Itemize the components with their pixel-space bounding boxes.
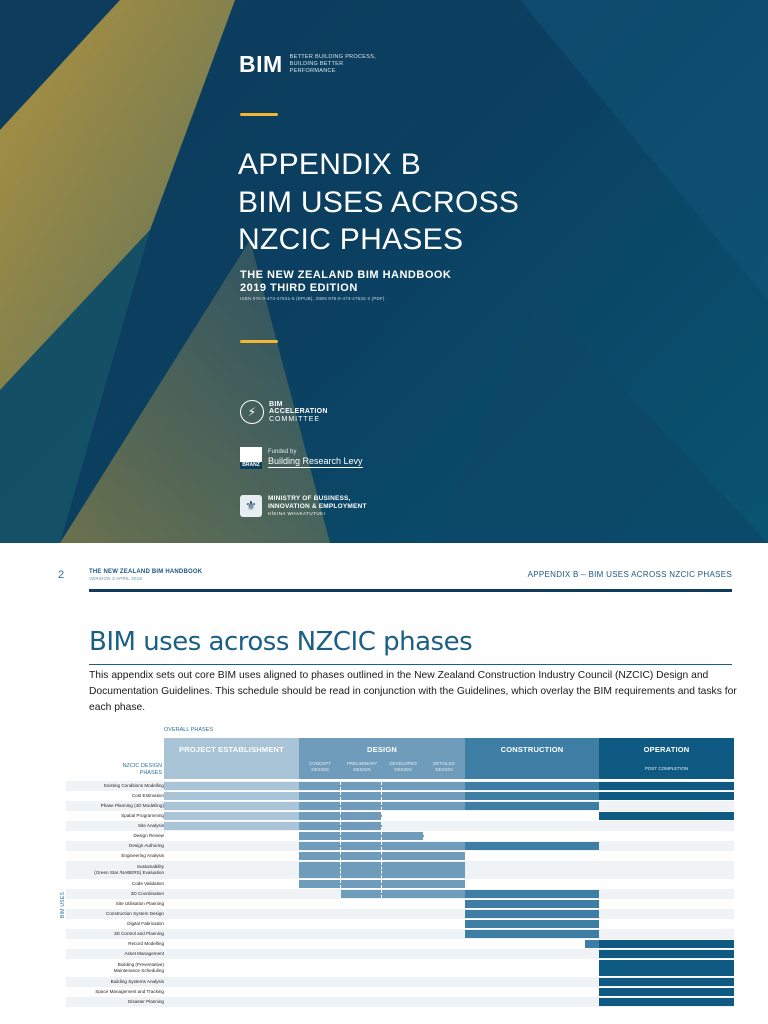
- bim-use-label: 3D Control and Planning: [113, 931, 164, 936]
- isbn-text: ISBN 978-0-473-47631-5 (EPUB), ISBN 978-0-473-47632-2 (PDF): [240, 296, 385, 301]
- branz-levy: Building Research Levy: [268, 456, 363, 466]
- phase-bar-pe: [164, 822, 299, 830]
- handbook-edition: 2019 THIRD EDITION: [240, 282, 358, 294]
- phase-bar-dd: [382, 782, 424, 790]
- phase-bar-co: [465, 930, 599, 938]
- subphase-line2: DESIGN: [311, 766, 329, 772]
- phase-header-operation: [599, 738, 734, 779]
- phase-bar-dd: [382, 792, 424, 800]
- phase-bar-dd: [382, 832, 424, 840]
- bim-use-label-line: Building (Preventative): [117, 962, 164, 967]
- matrix-row: [66, 997, 734, 1007]
- phase-bar-op: [599, 940, 734, 948]
- subphase-line1: DEVELOPED: [389, 761, 417, 766]
- phase-bar-op: [599, 998, 734, 1006]
- phase-bar-co: [465, 900, 599, 908]
- bim-use-label: Building Systems Analysis: [110, 979, 164, 984]
- heading-rule: [89, 664, 732, 665]
- bac-line2: ACCELERATION: [269, 408, 328, 416]
- bim-use-label: Asset Management: [124, 951, 164, 956]
- nzcic-design-phases-label: [106, 763, 162, 776]
- bim-use-label: Site Analysis: [137, 823, 164, 828]
- running-header-version: VERSION 3 APRIL 2019: [89, 576, 143, 581]
- bim-use-label: Site Utilisation Planning: [115, 901, 164, 906]
- subphase-detailed-design: [423, 761, 465, 772]
- phase-bar-dt: [423, 792, 465, 800]
- lightning-icon: ⚡: [240, 400, 264, 424]
- phase-bar-pd: [341, 812, 382, 820]
- cover-subtitle-line2: NZCIC PHASES: [238, 223, 464, 256]
- phase-bar-co: [465, 842, 599, 850]
- phase-bar-dt: [423, 862, 465, 878]
- phase-bar-co: [465, 802, 599, 810]
- phase-bar-dd: [382, 862, 424, 878]
- phase-bar-pd: [341, 862, 382, 878]
- bim-use-label: Design Authoring: [129, 843, 164, 848]
- phase-bar-dd: [382, 852, 424, 860]
- bim-uses-matrix: [60, 725, 736, 1024]
- phase-bar-cd: [299, 822, 341, 830]
- bim-logo-tagline: BETTER BUILDING PROCESS, BUILDING BETTER PERFORMANCE: [289, 54, 377, 74]
- bac-line1: BIM: [269, 400, 283, 408]
- content-page: [0, 543, 768, 1024]
- phase-name: PROJECT ESTABLISHMENT: [179, 745, 284, 754]
- phase-bar-coend: [585, 940, 599, 948]
- subphase-line1: DETAILED: [433, 761, 455, 766]
- phase-bar-cd: [299, 812, 341, 820]
- phase-bar-dt: [423, 880, 465, 888]
- bim-acceleration-committee-logo: [240, 400, 328, 424]
- phase-bar-pd: [341, 782, 382, 790]
- mbie-line3: HĪKINA WHAKATUTUKI: [268, 511, 326, 516]
- matrix-row: [66, 821, 734, 831]
- phase-bar-pd: [341, 802, 382, 810]
- phase-bar-op: [599, 782, 734, 790]
- phase-bar-pd: [341, 832, 382, 840]
- phase-bar-co: [465, 792, 599, 800]
- phase-bar-pe: [164, 782, 299, 790]
- bim-use-label: Phase Planning (4D Modelling): [100, 803, 164, 808]
- bim-use-label: Record Modelling: [128, 941, 164, 946]
- matrix-row: [66, 841, 734, 851]
- subphase-preliminary-design: [341, 761, 383, 772]
- matrix-row: [66, 929, 734, 939]
- phase-bar-op: [599, 950, 734, 958]
- phase-header-project-establishment: [164, 738, 299, 779]
- mbie-line1: MINISTRY OF BUSINESS,: [268, 495, 351, 502]
- bim-use-label: [66, 959, 164, 977]
- accent-dash-top: [240, 113, 278, 116]
- matrix-row: [66, 851, 734, 861]
- matrix-row: [66, 987, 734, 997]
- matrix-row: [66, 899, 734, 909]
- phase-bar-cd: [299, 782, 341, 790]
- bim-use-label: [66, 861, 164, 879]
- bim-use-label: Space Management and Tracking: [95, 989, 164, 994]
- subphase-line2: DESIGN: [353, 766, 371, 772]
- nzcic-label-line2: PHASES: [139, 769, 162, 776]
- bim-use-label: Existing Conditions Modelling: [103, 783, 164, 788]
- intro-paragraph: This appendix sets out core BIM uses aligned to phases outlined in the New Zealand Construction Industry Council (NZCIC) Design and Documentation Guidelines. This schedule should be read in conjunction with the Guidelines, which overlay the BIM requirements and tasks for each phase.: [89, 670, 737, 713]
- phase-bar-op: [599, 960, 734, 976]
- phase-header-construction: [465, 738, 599, 779]
- branz-funded-by: Funded by: [268, 449, 297, 455]
- mbie-line2: INNOVATION & EMPLOYMENT: [268, 502, 367, 510]
- crest-icon: ⚜: [240, 495, 262, 517]
- subphase-line2: DESIGN: [435, 766, 453, 772]
- branz-mark-text: BRANZ: [240, 462, 262, 469]
- bim-use-label: 3D Coordination: [130, 891, 164, 896]
- subphase-line2: DESIGN: [394, 766, 412, 772]
- matrix-row: [66, 939, 734, 949]
- phase-bar-co: [465, 910, 599, 918]
- phase-bar-pd: [341, 880, 382, 888]
- matrix-row: [66, 879, 734, 889]
- bim-use-label: Construction System Design: [106, 911, 164, 916]
- phase-bar-pd: [341, 852, 382, 860]
- bim-use-label: Digital Fabrication: [127, 921, 164, 926]
- matrix-row: [66, 831, 734, 841]
- phase-name: CONSTRUCTION: [500, 745, 564, 754]
- subphase-line1: CONCEPT: [308, 761, 331, 766]
- bim-logo-word: BIM: [239, 51, 283, 77]
- matrix-row: [66, 781, 734, 791]
- phase-bar-cd: [299, 852, 341, 860]
- phase-bar-dt: [423, 802, 465, 810]
- matrix-row: [66, 949, 734, 959]
- matrix-row: [66, 889, 734, 899]
- bim-use-label-line: (Green Star /NABERS) Evaluation: [94, 870, 164, 875]
- phase-bar-pe: [164, 812, 299, 820]
- bim-use-label: Design Review: [133, 833, 164, 838]
- phase-bar-dd: [382, 880, 424, 888]
- bim-use-label: Spatial Programming: [121, 813, 164, 818]
- bim-use-label: Code Validation: [131, 881, 164, 886]
- phase-bar-dd: [382, 802, 424, 810]
- running-header-title: THE NEW ZEALAND BIM HANDBOOK: [89, 569, 203, 575]
- subphase-developed-design: [382, 761, 424, 772]
- phase-bar-pe: [164, 802, 299, 810]
- matrix-row: [66, 919, 734, 929]
- phase-header-design: [299, 738, 465, 779]
- page-heading: BIM uses across NZCIC phases: [89, 627, 473, 657]
- subphase-concept-design: [299, 761, 341, 772]
- handbook-title: THE NEW ZEALAND BIM HANDBOOK: [240, 269, 452, 281]
- phase-bar-pd: [341, 792, 382, 800]
- phase-bar-dt: [423, 852, 465, 860]
- phase-bar-op: [599, 792, 734, 800]
- phase-bar-dd: [382, 890, 424, 898]
- phase-bar-dt: [423, 890, 465, 898]
- phase-bar-cd: [299, 802, 341, 810]
- phase-bar-co: [465, 890, 599, 898]
- bim-logo: [239, 52, 380, 76]
- phase-bar-op: [599, 978, 734, 986]
- subphase-post-completion: POST COMPLETION: [644, 766, 689, 771]
- bim-use-label-line: Maintenance Scheduling: [113, 968, 164, 973]
- phase-bar-pe: [164, 792, 299, 800]
- bac-line3: COMMITTEE: [269, 415, 320, 423]
- overall-phases-label: OVERALL PHASES: [164, 727, 214, 733]
- subphase-line1: PRELIMINARY: [346, 761, 378, 766]
- bim-use-label: Cost Estimation: [131, 793, 164, 798]
- matrix-row: [66, 909, 734, 919]
- phase-bar-op: [599, 988, 734, 996]
- branz-mark: [240, 447, 262, 469]
- phase-bar-dt: [423, 782, 465, 790]
- matrix-row: [66, 861, 734, 879]
- branz-logo: [240, 447, 363, 469]
- matrix-row: [66, 959, 734, 977]
- cover-title: APPENDIX B: [238, 148, 422, 181]
- matrix-row: [66, 791, 734, 801]
- accent-dash-bottom: [240, 340, 278, 343]
- phase-name: OPERATION: [643, 745, 690, 754]
- phase-bar-dt: [423, 842, 465, 850]
- phase-name: DESIGN: [367, 745, 397, 754]
- phase-bar-cd: [299, 842, 341, 850]
- bim-use-label-line: Sustainability: [136, 864, 164, 869]
- nzcic-label-line1: NZCIC DESIGN: [122, 763, 162, 769]
- matrix-row: [66, 811, 734, 821]
- page-number: 2: [58, 569, 65, 581]
- matrix-row: [66, 977, 734, 987]
- mbie-logo: [240, 495, 367, 518]
- phase-bar-co: [465, 920, 599, 928]
- phase-bar-op: [599, 812, 734, 820]
- phase-bar-cd: [299, 792, 341, 800]
- phase-bar-pd: [341, 842, 382, 850]
- header-rule: [89, 589, 732, 592]
- phase-bar-pd: [341, 822, 382, 830]
- phase-bar-dd: [382, 842, 424, 850]
- phase-bar-cd: [299, 862, 341, 878]
- phase-bar-cd: [299, 880, 341, 888]
- cover-subtitle-line1: BIM USES ACROSS: [238, 186, 520, 219]
- bim-uses-axis-label: BIM USES: [60, 891, 67, 919]
- phase-bar-cd: [299, 832, 341, 840]
- phase-bar-pd: [341, 890, 382, 898]
- running-header-section: APPENDIX B – BIM USES ACROSS NZCIC PHASES: [527, 570, 732, 579]
- bim-use-label: Disaster Planning: [127, 999, 164, 1004]
- phase-bar-co: [465, 782, 599, 790]
- matrix-row: [66, 801, 734, 811]
- bim-use-label: Engineering Analysis: [121, 853, 164, 858]
